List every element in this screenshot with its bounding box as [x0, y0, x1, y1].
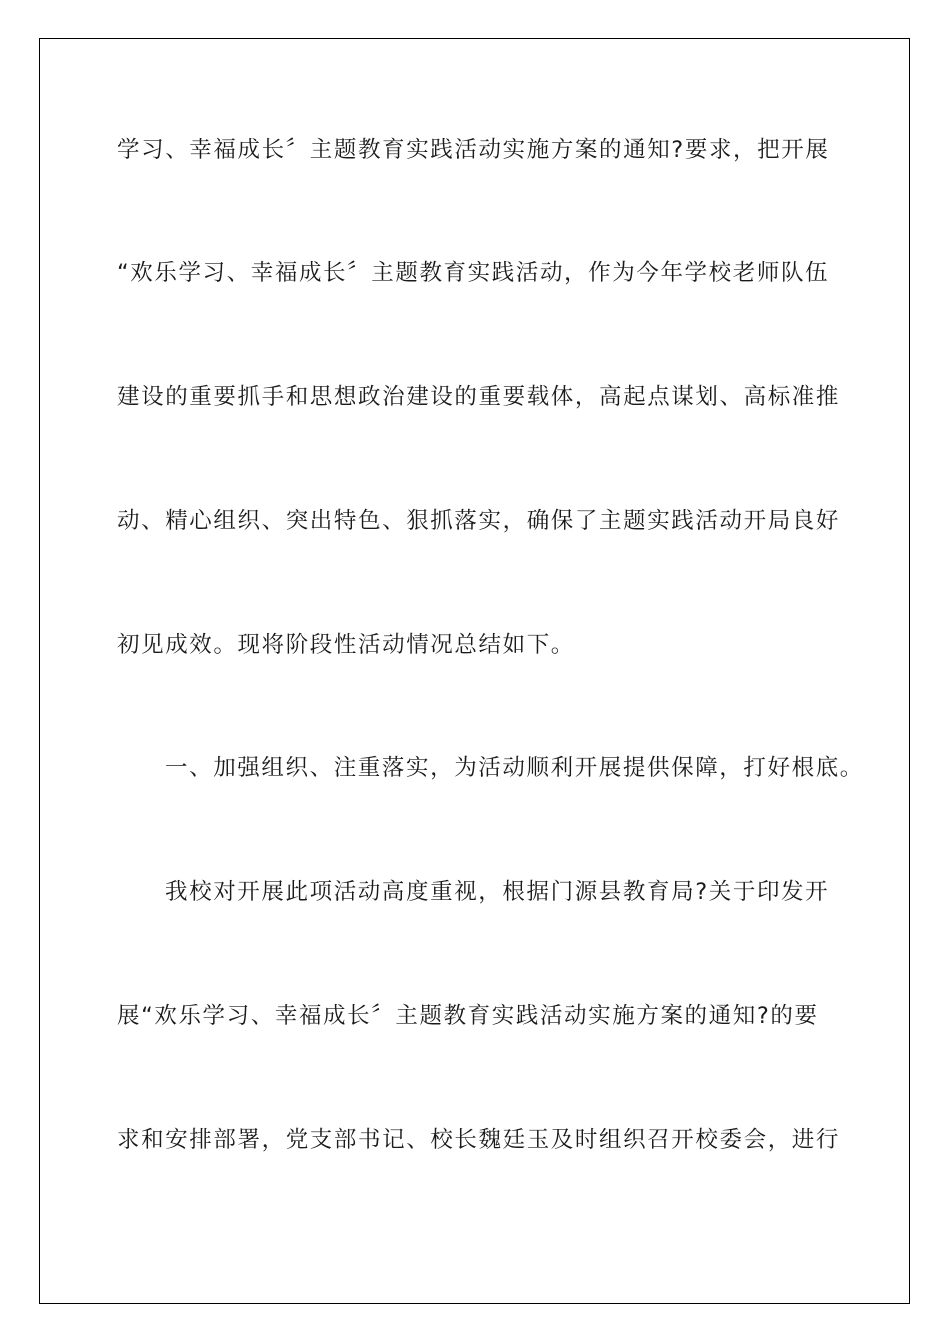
body-text-line: 学习、幸福成长〞主题教育实践活动实施方案的通知?要求，把开展: [117, 137, 830, 163]
body-text-line: 求和安排部署，党支部书记、校长魏廷玉及时组织召开校委会，进行: [117, 1127, 841, 1153]
body-text-line: 动、精心组织、突出特色、狠抓落实，确保了主题实践活动开局良好: [117, 508, 841, 534]
body-text-line: 建设的重要抓手和思想政治建设的重要载体，高起点谋划、高标准推: [117, 384, 841, 410]
paragraph-first-line: 我校对开展此项活动高度重视，根据门源县教育局?关于印发开: [165, 879, 830, 905]
body-text-line: 初见成效。现将阶段性活动情况总结如下。: [117, 632, 575, 658]
section-heading: 一、加强组织、注重落实，为活动顺利开展提供保障，打好根底。: [165, 755, 864, 781]
body-text-line: 展“欢乐学习、幸福成长〞主题教育实践活动实施方案的通知?的要: [117, 1003, 819, 1029]
page-border: [39, 38, 910, 1304]
body-text-line: “欢乐学习、幸福成长〞主题教育实践活动，作为今年学校老师队伍: [117, 260, 830, 286]
